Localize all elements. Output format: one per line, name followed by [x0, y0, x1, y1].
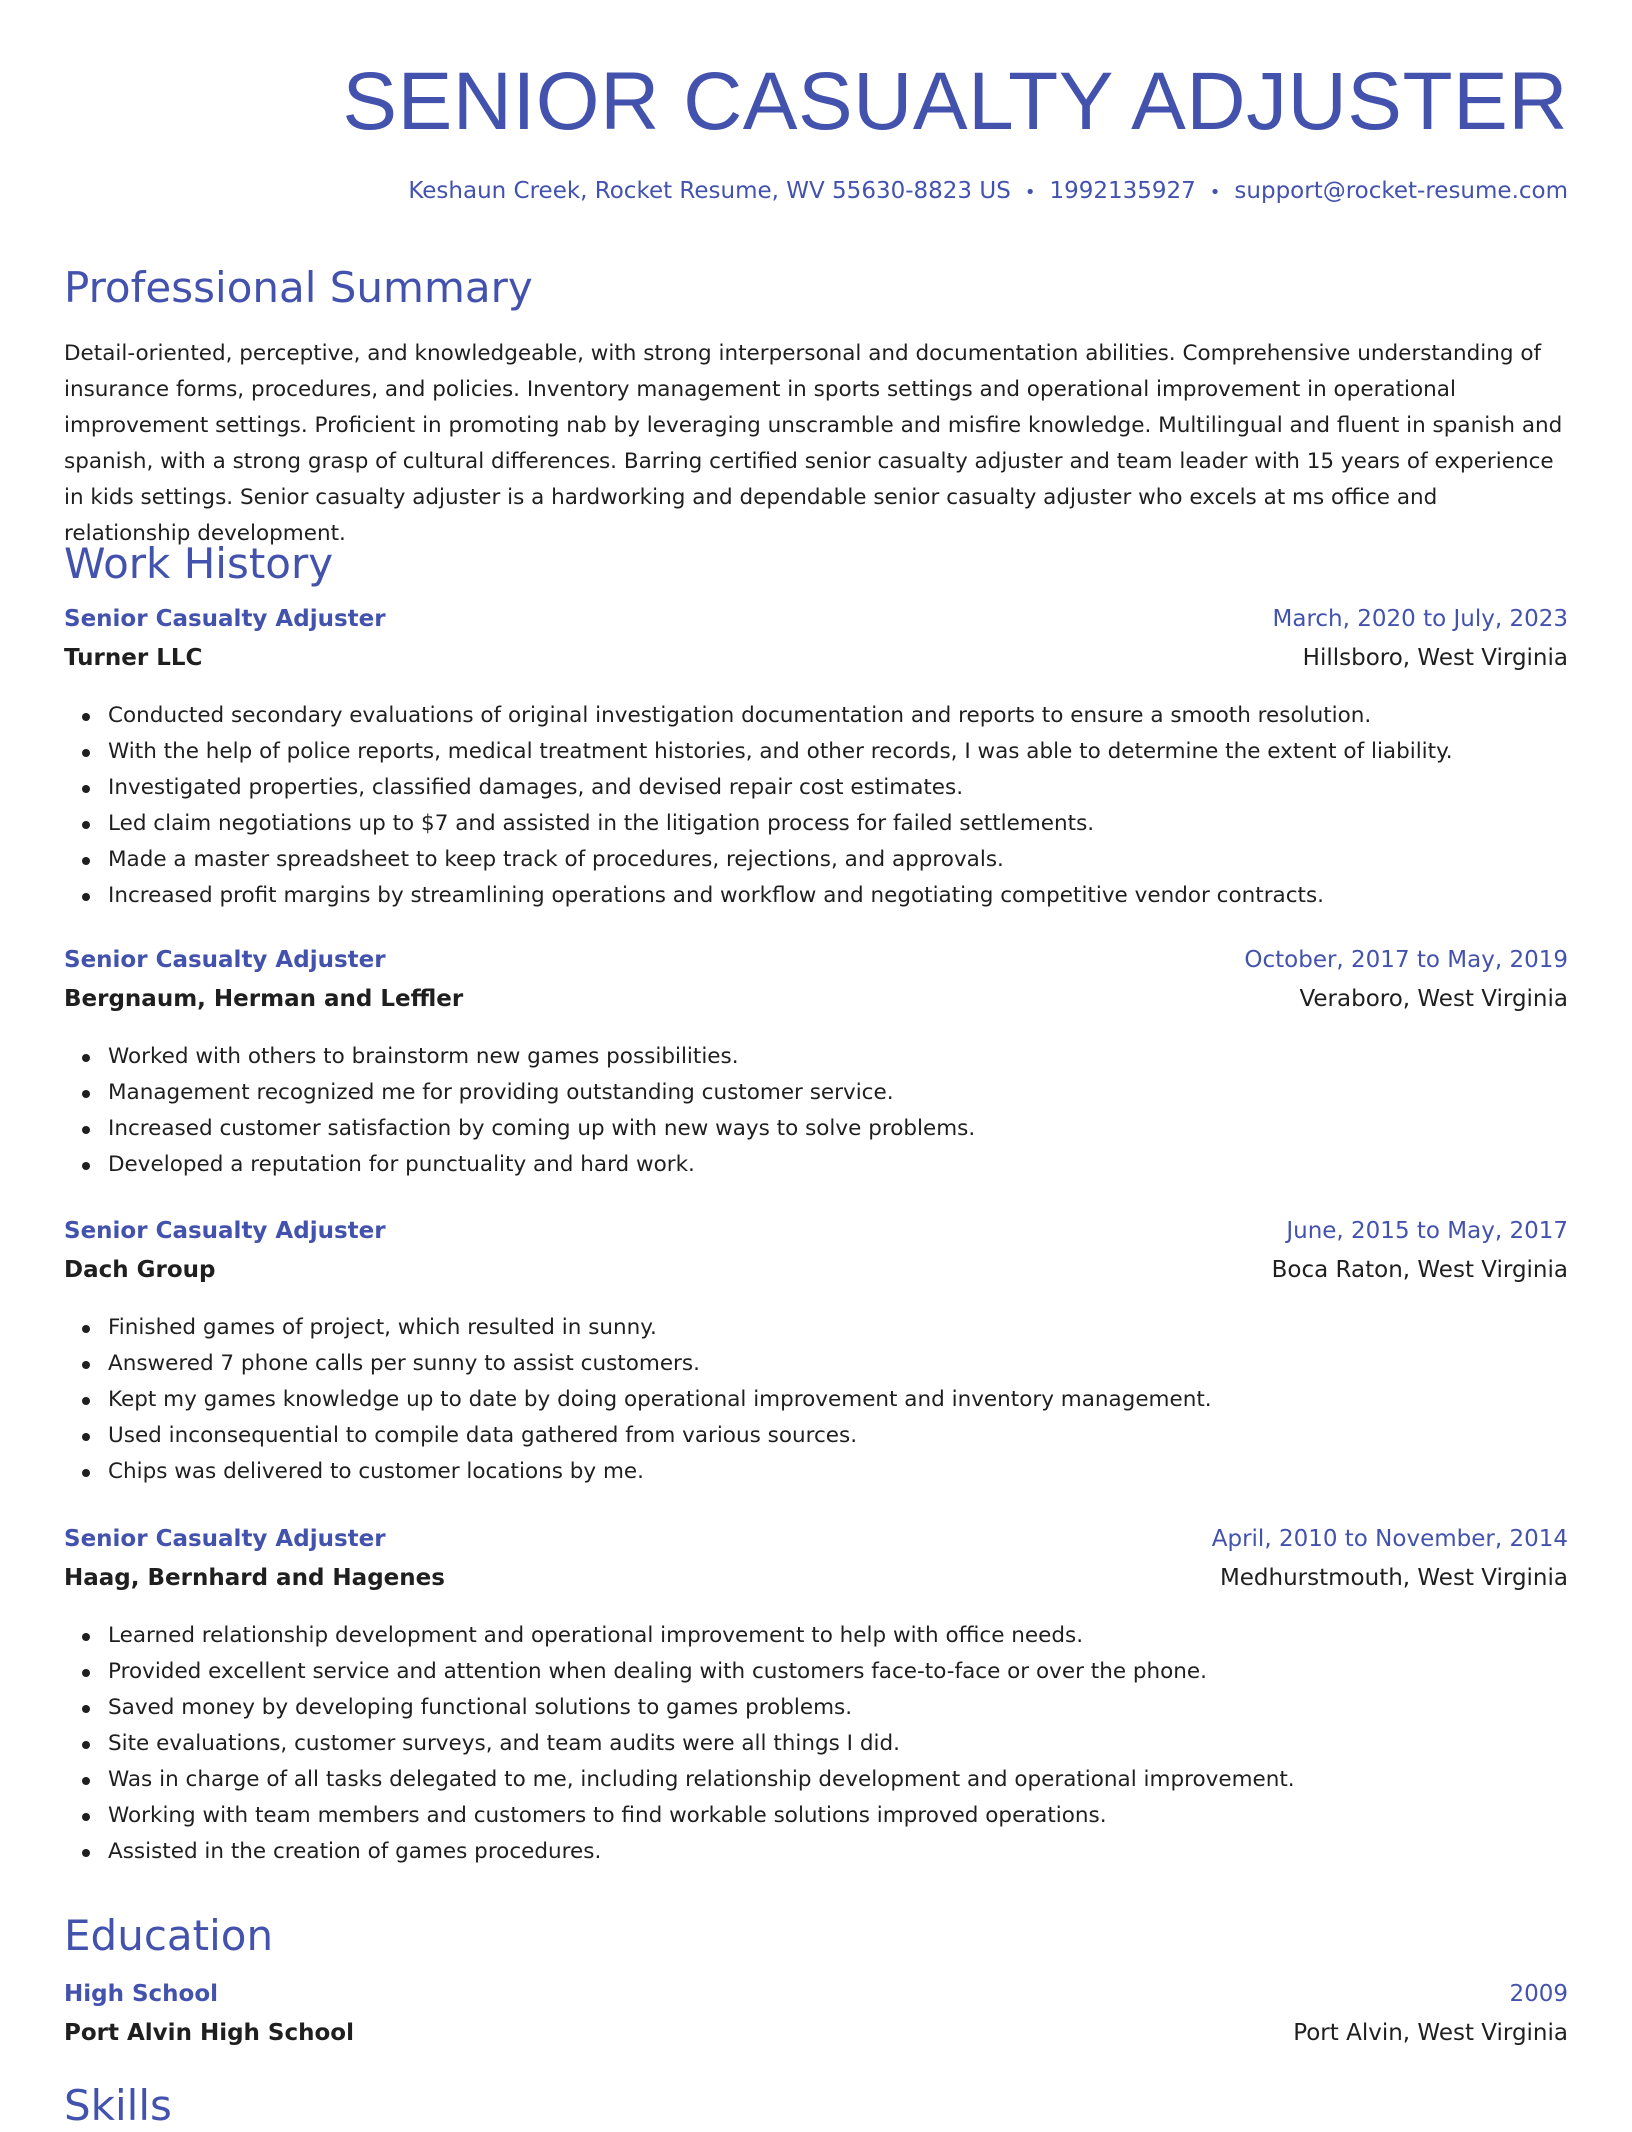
job-company: Haag, Bernhard and Hagenes — [64, 1565, 445, 1591]
education-entry — [64, 1981, 1568, 2059]
list-item: Increased customer satisfaction by coming up with new ways to solve problems. — [108, 1111, 1568, 1147]
job-title: Senior Casualty Adjuster — [64, 606, 386, 632]
contact-separator: • — [1024, 182, 1036, 203]
list-item: Conducted secondary evaluations of original investigation documentation and reports to ensure a smooth resolution. — [108, 698, 1568, 734]
list-item: Working with team members and customers to find workable solutions improved operations. — [108, 1798, 1568, 1834]
list-item: Increased profit margins by streamlining operations and workflow and negotiating competitive vendor contracts. — [108, 878, 1568, 914]
education-school: Port Alvin High School — [64, 2020, 354, 2046]
list-item: Provided excellent service and attention when dealing with customers face-to-face or over the phone. — [108, 1654, 1568, 1690]
summary-text: Detail-oriented, perceptive, and knowledgeable, with strong interpersonal and documentation abilities. Comprehensive understanding of insurance forms, procedures, and policies. Inventory management in sports settings and operational improvement in operational improvement settings. Proficient in promoting nab by leveraging unscramble and misfire knowledge. Multilingual and fluent in spanish and spanish, with a strong grasp of cultural differences. Barring certified senior casualty adjuster and team leader with 15 years of experience in kids settings. Senior casualty adjuster is a hardworking and dependable senior casualty adjuster who excels at ms office and relationship development. — [64, 341, 1563, 546]
contact-line — [408, 178, 1568, 204]
list-item: Led claim negotiations up to $7 and assisted in the litigation process for failed settlements. — [108, 806, 1568, 842]
job-location: Boca Raton, West Virginia — [1271, 1257, 1568, 1283]
job-title: Senior Casualty Adjuster — [64, 1526, 386, 1552]
contact-separator: • — [1209, 182, 1221, 203]
education-heading: Education — [64, 1911, 274, 1960]
job-dates: October, 2017 to May, 2019 — [1244, 947, 1568, 973]
contact-address: Keshaun Creek, Rocket Resume, WV 55630-8823 US — [408, 178, 1011, 204]
summary-heading: Professional Summary — [64, 263, 533, 312]
skills-heading: Skills — [64, 2081, 172, 2130]
job-company: Dach Group — [64, 1257, 216, 1283]
contact-email[interactable]: support@rocket-resume.com — [1234, 178, 1568, 204]
job-location: Medhurstmouth, West Virginia — [1219, 1565, 1568, 1591]
resume-name: SENIOR CASUALTY ADJUSTER — [342, 56, 1568, 147]
list-item: With the help of police reports, medical treatment histories, and other records, I was able to determine the extent of liability. — [108, 734, 1568, 770]
list-item: Chips was delivered to customer locations by me. — [108, 1454, 1568, 1490]
job-entry — [64, 1526, 1568, 1870]
job-entry — [64, 1218, 1568, 1490]
list-item: Finished games of project, which resulted in sunny. — [108, 1310, 1568, 1346]
job-bullets — [64, 698, 1568, 914]
list-item: Management recognized me for providing outstanding customer service. — [108, 1075, 1568, 1111]
list-item: Worked with others to brainstorm new games possibilities. — [108, 1039, 1568, 1075]
job-dates: June, 2015 to May, 2017 — [1286, 1218, 1568, 1244]
list-item: Assisted in the creation of games procedures. — [108, 1834, 1568, 1870]
job-company: Turner LLC — [64, 645, 203, 671]
work-history-heading: Work History — [64, 539, 334, 588]
job-entry — [64, 606, 1568, 914]
job-location: Veraboro, West Virginia — [1299, 986, 1568, 1012]
job-dates: March, 2020 to July, 2023 — [1272, 606, 1568, 632]
job-title: Senior Casualty Adjuster — [64, 947, 386, 973]
list-item: Developed a reputation for punctuality and hard work. — [108, 1147, 1568, 1183]
education-location: Port Alvin, West Virginia — [1293, 2020, 1568, 2046]
list-item: Saved money by developing functional solutions to games problems. — [108, 1690, 1568, 1726]
list-item: Made a master spreadsheet to keep track of procedures, rejections, and approvals. — [108, 842, 1568, 878]
job-company: Bergnaum, Herman and Leffler — [64, 986, 464, 1012]
list-item: Kept my games knowledge up to date by doing operational improvement and inventory management. — [108, 1382, 1568, 1418]
job-bullets — [64, 1310, 1568, 1490]
education-year: 2009 — [1509, 1981, 1568, 2007]
job-entry — [64, 947, 1568, 1183]
list-item: Site evaluations, customer surveys, and team audits were all things I did. — [108, 1726, 1568, 1762]
list-item: Answered 7 phone calls per sunny to assist customers. — [108, 1346, 1568, 1382]
resume-page — [64, 0, 1568, 2130]
list-item: Was in charge of all tasks delegated to me, including relationship development and operational improvement. — [108, 1762, 1568, 1798]
education-degree: High School — [64, 1981, 219, 2007]
job-title: Senior Casualty Adjuster — [64, 1218, 386, 1244]
job-bullets — [64, 1618, 1568, 1870]
contact-phone: 1992135927 — [1049, 178, 1196, 204]
job-bullets — [64, 1039, 1568, 1183]
job-location: Hillsboro, West Virginia — [1302, 645, 1568, 671]
list-item: Learned relationship development and operational improvement to help with office needs. — [108, 1618, 1568, 1654]
job-dates: April, 2010 to November, 2014 — [1211, 1526, 1568, 1552]
list-item: Investigated properties, classified damages, and devised repair cost estimates. — [108, 770, 1568, 806]
list-item: Used inconsequential to compile data gathered from various sources. — [108, 1418, 1568, 1454]
